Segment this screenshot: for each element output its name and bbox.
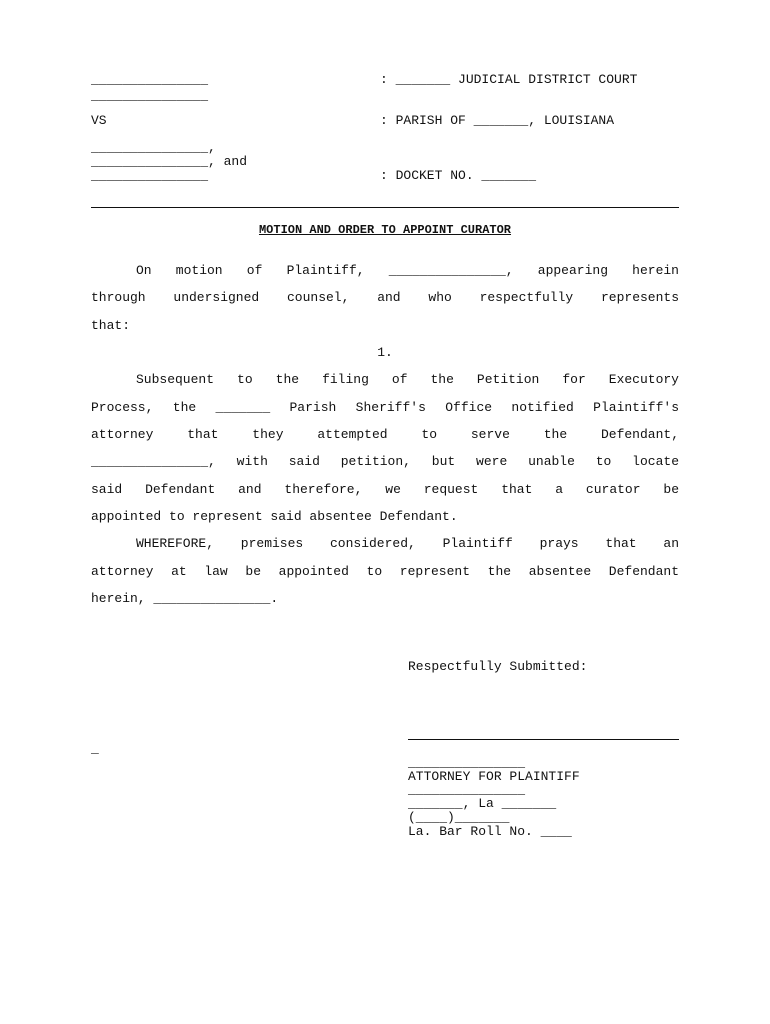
- defendant-name-blank-3: _______________: [91, 168, 209, 183]
- attorney-name-blank: _______________: [408, 755, 526, 770]
- document-title: MOTION AND ORDER TO APPOINT CURATOR: [258, 223, 512, 237]
- stray-mark: _: [91, 741, 99, 756]
- para1-line-2: Process, the _______ Parish Sheriff's Office notified Plaintiff's: [91, 400, 679, 415]
- parish-line: : PARISH OF _______, LOUISIANA: [380, 113, 615, 128]
- court-line: : _______ JUDICIAL DISTRICT COURT: [380, 72, 638, 87]
- caption-divider: [91, 207, 679, 208]
- para1-line-4: _______________, with said petition, but were unable to locate: [91, 454, 679, 469]
- para1-line-1: Subsequent to the filing of the Petition for Executory: [136, 372, 679, 387]
- intro-line-2: through undersigned counsel, and who respectfully represents: [91, 290, 679, 305]
- attorney-phone-line: (____)_______: [408, 810, 510, 825]
- bar-roll-line: La. Bar Roll No. ____: [408, 824, 572, 839]
- attorney-role: ATTORNEY FOR PLAINTIFF: [408, 769, 580, 784]
- signature-line: [408, 739, 679, 740]
- closing-text: Respectfully Submitted:: [408, 659, 588, 674]
- para1-line-5: said Defendant and therefore, we request that a curator be: [91, 482, 679, 497]
- para1-line-6: appointed to represent said absentee Defendant.: [91, 509, 458, 524]
- vs-label: VS: [91, 113, 107, 128]
- defendant-name-blank-2: _______________, and: [91, 154, 248, 169]
- intro-line-3: that:: [91, 318, 131, 333]
- attorney-address-blank: _______________: [408, 782, 526, 797]
- defendant-name-blank-1: _______________,: [91, 140, 216, 155]
- plaintiff-name-blank-1: _______________: [91, 72, 209, 87]
- intro-line-1: On motion of Plaintiff, _______________, appearing herein: [136, 263, 679, 278]
- attorney-city-line: _______, La _______: [408, 796, 557, 811]
- plaintiff-name-blank-2: _______________: [91, 88, 209, 103]
- docket-line: : DOCKET NO. _______: [380, 168, 537, 183]
- para2-line-1: WHEREFORE, premises considered, Plaintiff prays that an: [136, 536, 679, 551]
- para1-line-3: attorney that they attempted to serve the Defendant,: [91, 427, 679, 442]
- para2-line-2: attorney at law be appointed to represent the absentee Defendant: [91, 564, 679, 579]
- para2-line-3: herein, _______________.: [91, 591, 279, 606]
- section-number: 1.: [377, 345, 393, 360]
